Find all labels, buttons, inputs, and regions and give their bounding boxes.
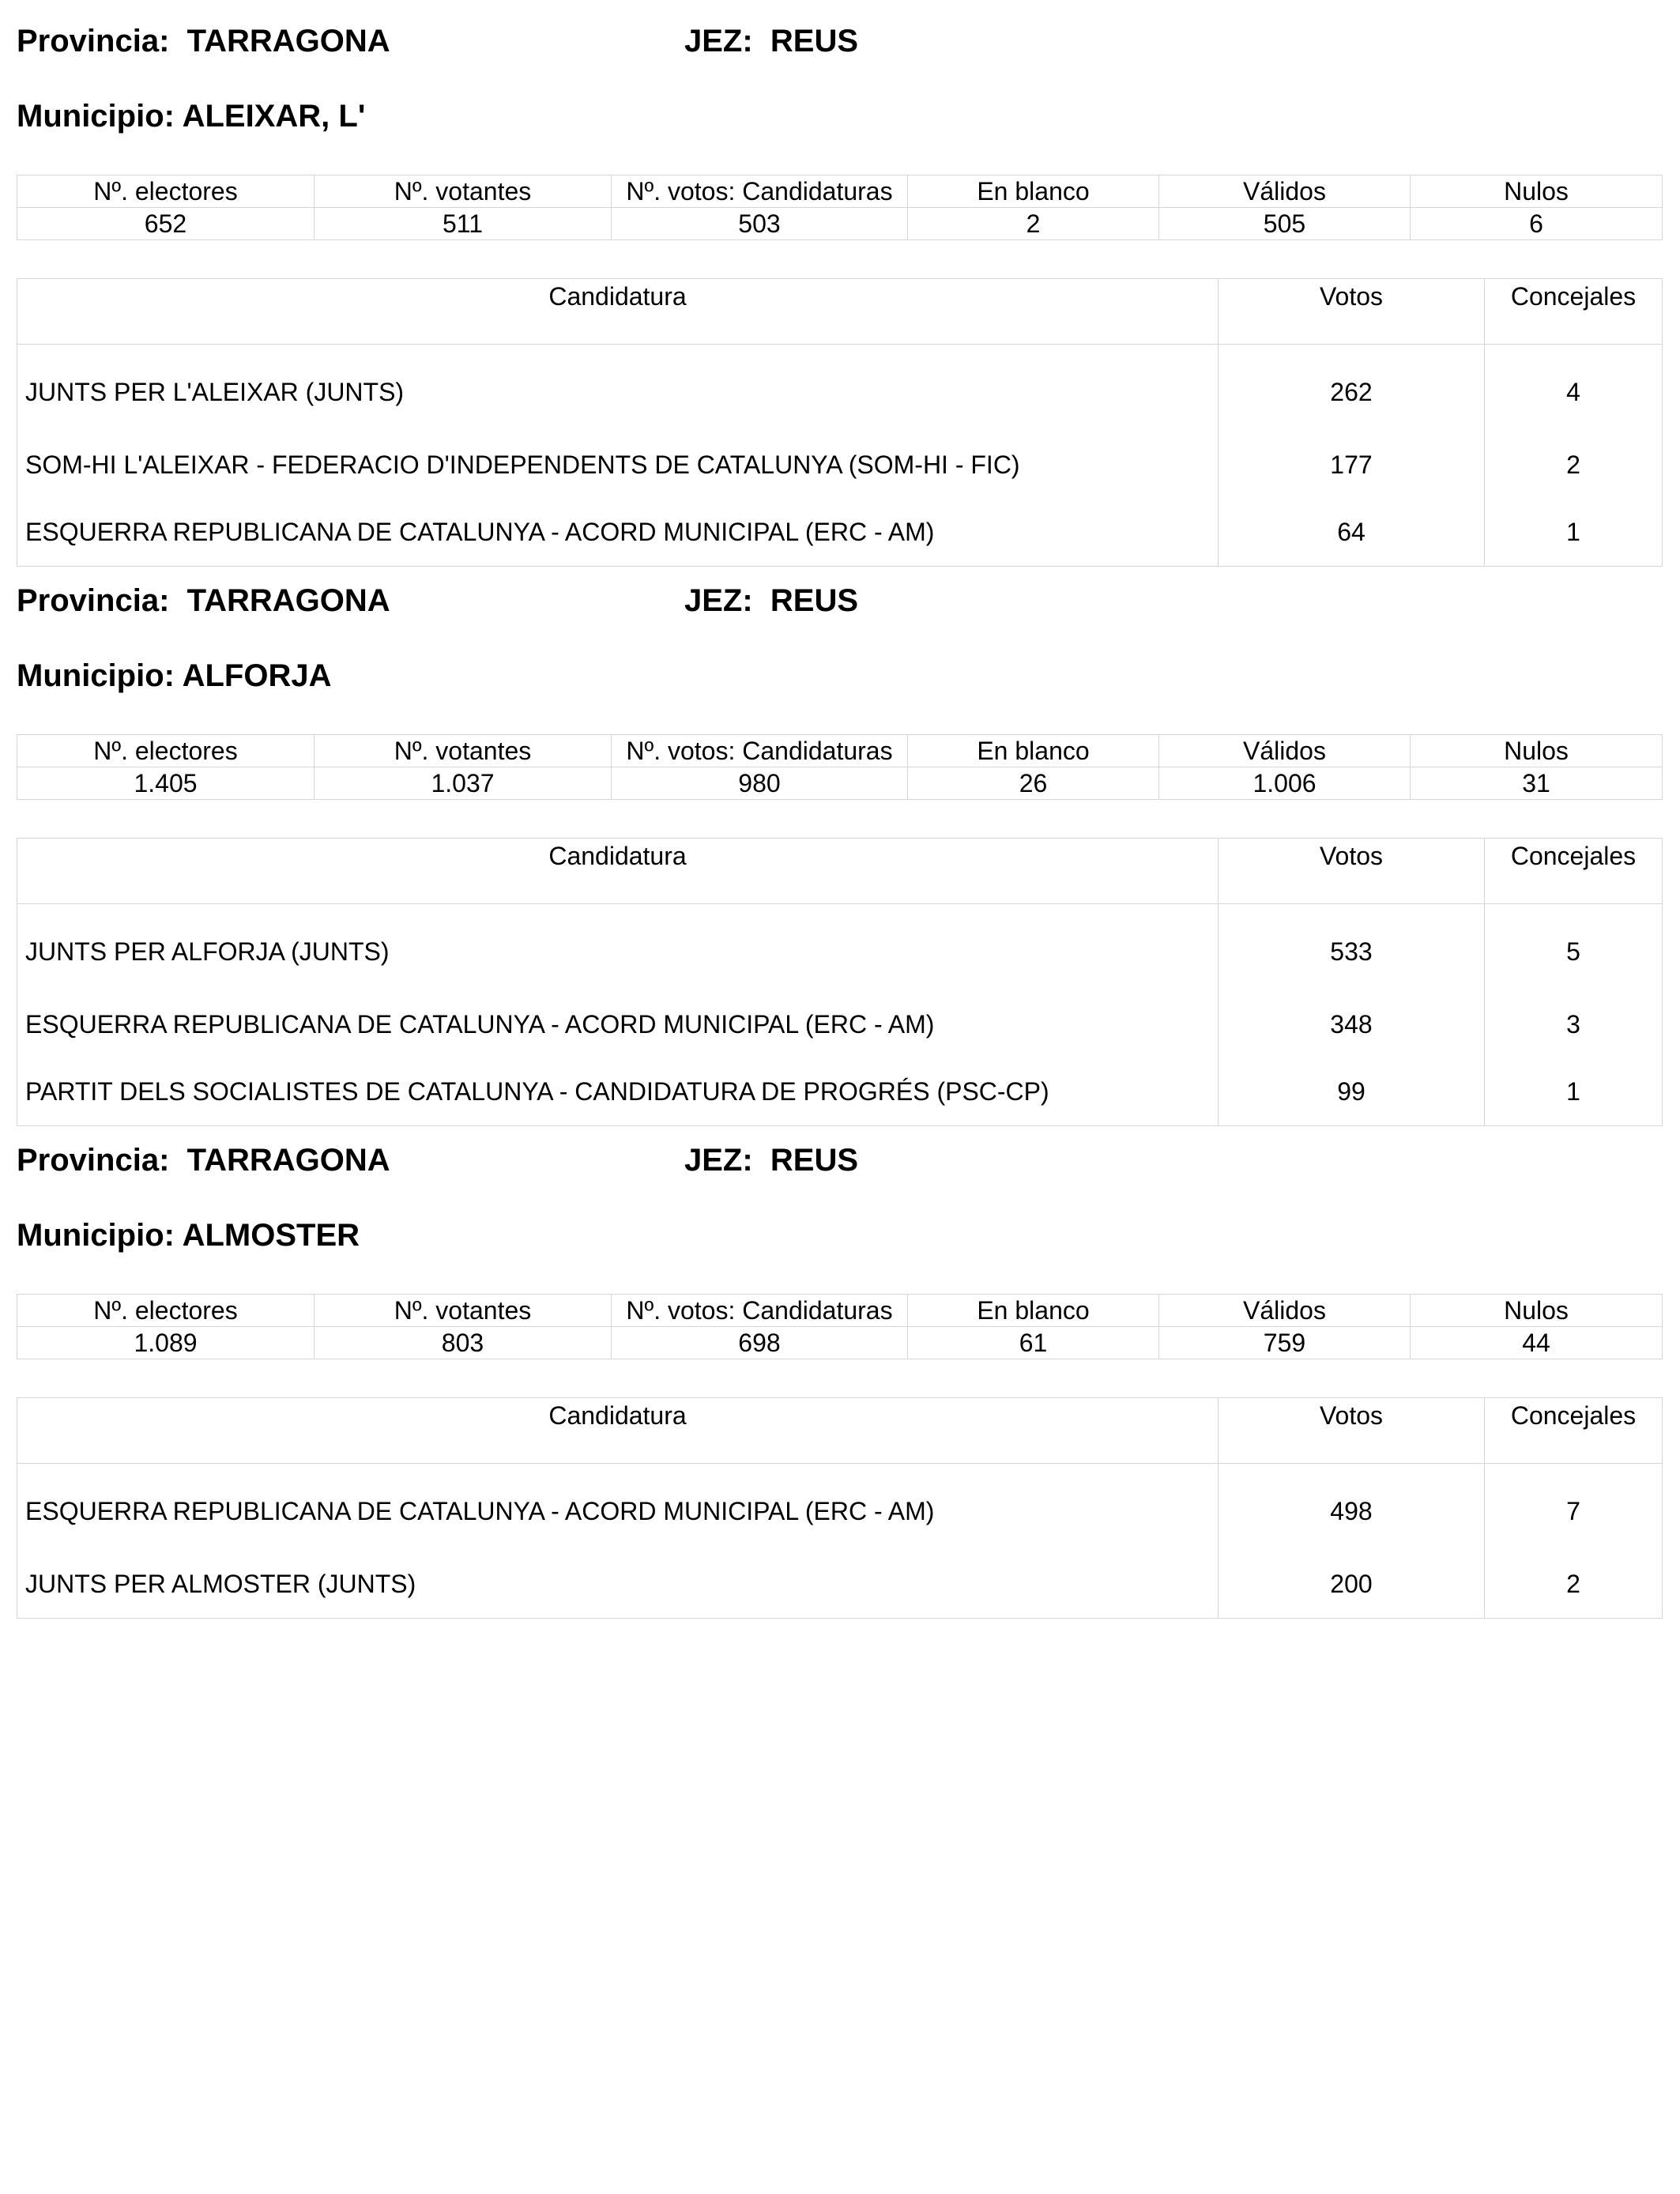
municipality-title: Municipio: ALEIXAR, L' [17, 99, 366, 134]
value-nulos: 44 [1411, 1327, 1663, 1359]
header-electores: Nº. electores [17, 175, 315, 208]
summary-value-row [17, 767, 1663, 800]
candidatura-concejales: 2 [1485, 432, 1663, 499]
header-votos: Votos [1219, 279, 1485, 345]
province-label: Provincia: TARRAGONA [17, 583, 390, 618]
candidaturas-header-row [17, 1398, 1663, 1464]
candidatura-votos: 498 [1219, 1464, 1485, 1551]
summary-table [17, 175, 1663, 240]
candidatura-name: ESQUERRA REPUBLICANA DE CATALUNYA - ACORD MUNICIPAL (ERC - AM) [17, 1464, 1219, 1551]
header-electores: Nº. electores [17, 1295, 315, 1327]
candidatura-concejales: 3 [1485, 991, 1663, 1058]
summary-header-row [17, 175, 1663, 208]
municipality-title: Municipio: ALMOSTER [17, 1218, 360, 1253]
summary-table [17, 734, 1663, 800]
header-votos: Votos [1219, 839, 1485, 904]
candidatura-votos: 348 [1219, 991, 1485, 1058]
header-votantes: Nº. votantes [315, 735, 612, 767]
header-validos: Válidos [1159, 175, 1411, 208]
header-validos: Válidos [1159, 735, 1411, 767]
value-votos-candidaturas: 698 [612, 1327, 908, 1359]
candidatura-votos: 177 [1219, 432, 1485, 499]
candidaturas-table [17, 838, 1663, 1126]
header-nulos: Nulos [1411, 175, 1663, 208]
summary-value-row [17, 208, 1663, 240]
candidaturas-header-row [17, 279, 1663, 345]
candidaturas-header-row [17, 839, 1663, 904]
header-votos-candidaturas: Nº. votos: Candidaturas [612, 175, 908, 208]
candidatura-name: JUNTS PER ALFORJA (JUNTS) [17, 904, 1219, 992]
header-validos: Válidos [1159, 1295, 1411, 1327]
candidatura-name: SOM-HI L'ALEIXAR - FEDERACIO D'INDEPENDENTS DE CATALUNYA (SOM-HI - FIC) [17, 432, 1219, 499]
value-en-blanco: 26 [908, 767, 1159, 800]
jez-label: JEZ: REUS [684, 1143, 859, 1178]
candidatura-concejales: 7 [1485, 1464, 1663, 1551]
value-votos-candidaturas: 980 [612, 767, 908, 800]
table-row [17, 904, 1663, 992]
header-votos: Votos [1219, 1398, 1485, 1464]
candidatura-name: ESQUERRA REPUBLICANA DE CATALUNYA - ACORD MUNICIPAL (ERC - AM) [17, 991, 1219, 1058]
candidatura-concejales: 5 [1485, 904, 1663, 992]
table-row [17, 1058, 1663, 1126]
value-en-blanco: 61 [908, 1327, 1159, 1359]
summary-value-row [17, 1327, 1663, 1359]
value-votantes: 803 [315, 1327, 612, 1359]
value-nulos: 31 [1411, 767, 1663, 800]
province-label: Provincia: TARRAGONA [17, 1143, 390, 1178]
header-concejales: Concejales [1485, 279, 1663, 345]
value-en-blanco: 2 [908, 208, 1159, 240]
table-row [17, 345, 1663, 432]
value-validos: 759 [1159, 1327, 1411, 1359]
province-label: Provincia: TARRAGONA [17, 24, 390, 58]
header-votos-candidaturas: Nº. votos: Candidaturas [612, 735, 908, 767]
value-electores: 1.089 [17, 1327, 315, 1359]
candidatura-concejales: 1 [1485, 499, 1663, 567]
value-validos: 1.006 [1159, 767, 1411, 800]
table-row [17, 991, 1663, 1058]
candidatura-concejales: 2 [1485, 1551, 1663, 1619]
header-candidatura: Candidatura [17, 839, 1219, 904]
province-header [17, 1143, 1662, 1190]
province-header [17, 583, 1662, 631]
province-header [17, 24, 1662, 71]
candidatura-concejales: 1 [1485, 1058, 1663, 1126]
candidatura-name: JUNTS PER ALMOSTER (JUNTS) [17, 1551, 1219, 1619]
candidatura-name: ESQUERRA REPUBLICANA DE CATALUNYA - ACORD MUNICIPAL (ERC - AM) [17, 499, 1219, 567]
candidaturas-table [17, 278, 1663, 567]
candidatura-votos: 533 [1219, 904, 1485, 992]
candidatura-votos: 262 [1219, 345, 1485, 432]
municipality-section-almoster [17, 1143, 1662, 1598]
summary-header-row [17, 735, 1663, 767]
summary-table [17, 1294, 1663, 1359]
value-electores: 1.405 [17, 767, 315, 800]
header-nulos: Nulos [1411, 735, 1663, 767]
jez-label: JEZ: REUS [684, 583, 859, 618]
municipality-section-aleixar [17, 24, 1662, 546]
header-votantes: Nº. votantes [315, 1295, 612, 1327]
header-nulos: Nulos [1411, 1295, 1663, 1327]
candidatura-concejales: 4 [1485, 345, 1663, 432]
value-validos: 505 [1159, 208, 1411, 240]
table-row [17, 499, 1663, 567]
value-electores: 652 [17, 208, 315, 240]
municipality-title: Municipio: ALFORJA [17, 658, 332, 693]
header-en-blanco: En blanco [908, 735, 1159, 767]
candidatura-name: PARTIT DELS SOCIALISTES DE CATALUNYA - CANDIDATURA DE PROGRÉS (PSC-CP) [17, 1058, 1219, 1126]
header-electores: Nº. electores [17, 735, 315, 767]
table-row [17, 1464, 1663, 1551]
header-en-blanco: En blanco [908, 1295, 1159, 1327]
value-nulos: 6 [1411, 208, 1663, 240]
table-row [17, 432, 1663, 499]
header-candidatura: Candidatura [17, 279, 1219, 345]
value-votantes: 1.037 [315, 767, 612, 800]
summary-header-row [17, 1295, 1663, 1327]
candidaturas-table [17, 1397, 1663, 1619]
header-votos-candidaturas: Nº. votos: Candidaturas [612, 1295, 908, 1327]
value-votos-candidaturas: 503 [612, 208, 908, 240]
header-votantes: Nº. votantes [315, 175, 612, 208]
table-row [17, 1551, 1663, 1619]
header-candidatura: Candidatura [17, 1398, 1219, 1464]
candidatura-name: JUNTS PER L'ALEIXAR (JUNTS) [17, 345, 1219, 432]
jez-label: JEZ: REUS [684, 24, 859, 58]
municipality-section-alforja [17, 583, 1662, 1106]
candidatura-votos: 99 [1219, 1058, 1485, 1126]
header-en-blanco: En blanco [908, 175, 1159, 208]
candidatura-votos: 64 [1219, 499, 1485, 567]
candidatura-votos: 200 [1219, 1551, 1485, 1619]
header-concejales: Concejales [1485, 839, 1663, 904]
value-votantes: 511 [315, 208, 612, 240]
header-concejales: Concejales [1485, 1398, 1663, 1464]
